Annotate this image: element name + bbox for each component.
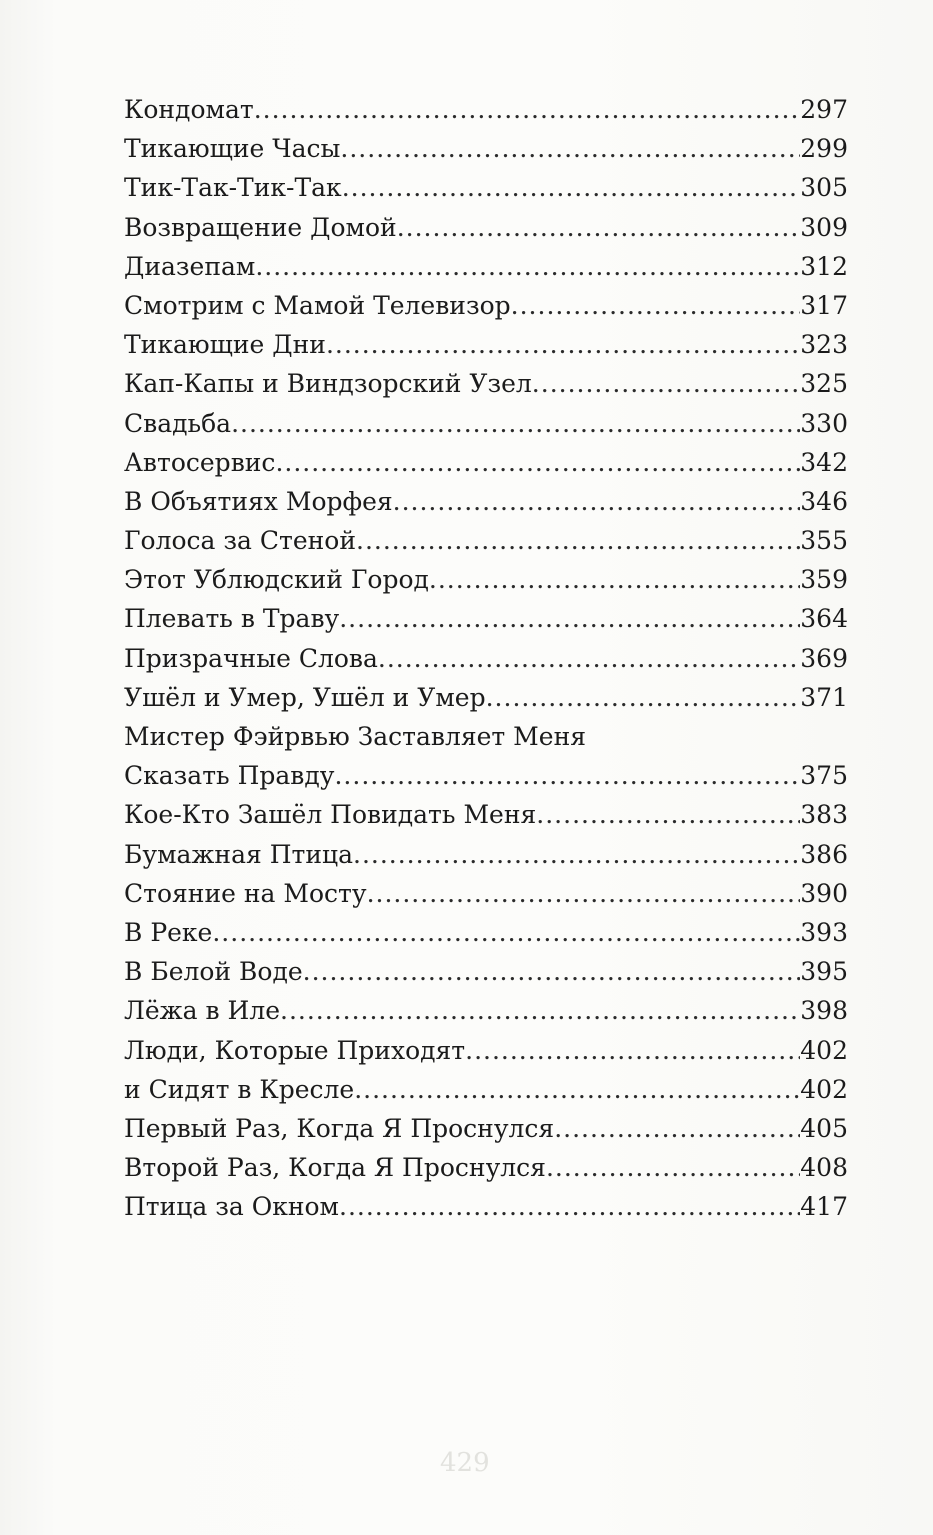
- dot-leader: [393, 482, 801, 521]
- toc-entry-title: Стояние на Мосту: [124, 878, 367, 908]
- toc-entry: [124, 1187, 848, 1226]
- dot-leader: [486, 678, 801, 717]
- toc-entry: [124, 325, 848, 364]
- toc-entry-page: 309: [800, 212, 848, 242]
- dot-leader: [465, 1031, 800, 1070]
- toc-entry-title: Тикающие Часы: [124, 134, 341, 164]
- dot-leader: [353, 835, 800, 874]
- toc-entry-page: 402: [800, 1074, 848, 1104]
- dot-leader: [536, 795, 800, 834]
- dot-leader: [378, 639, 800, 678]
- toc-entry-page: 398: [800, 996, 848, 1026]
- toc-entry-title: Голоса за Стеной: [124, 526, 357, 556]
- toc-entry-title: Призрачные Слова: [124, 643, 378, 673]
- toc-entry-title: Тик-Так-Тик-Так: [124, 173, 342, 203]
- toc-entry-title: Смотрим с Мамой Телевизор: [124, 290, 511, 320]
- toc-entry-title: Кое-Кто Зашёл Повидать Меня: [124, 800, 537, 830]
- toc-entry-page: 323: [800, 330, 848, 360]
- toc-entry: [124, 756, 848, 795]
- toc-entry: [124, 1070, 848, 1109]
- toc-entry-page: 355: [800, 526, 848, 556]
- toc-entry-title: Сказать Правду: [124, 761, 335, 791]
- toc-entry-title: Бумажная Птица: [124, 839, 353, 869]
- dot-leader: [367, 874, 801, 913]
- toc-entry: [124, 521, 848, 560]
- toc-entry: [124, 129, 848, 168]
- toc-entry-page: 390: [800, 878, 848, 908]
- dot-leader: [326, 325, 800, 364]
- dot-leader: [554, 1109, 800, 1148]
- dot-leader: [255, 247, 800, 286]
- dot-leader: [334, 756, 800, 795]
- toc-entry-title: В Реке: [124, 917, 213, 947]
- toc-entry-page: 297: [800, 95, 848, 124]
- toc-entry-title: Второй Раз, Когда Я Проснулся: [124, 1153, 546, 1183]
- dot-leader: [354, 1070, 800, 1109]
- toc-entry-page: 402: [800, 1035, 848, 1065]
- dot-leader: [339, 599, 800, 638]
- toc-entry-title: Первый Раз, Когда Я Проснулся: [124, 1113, 555, 1143]
- toc-entry: [124, 952, 848, 991]
- toc-entry: [124, 991, 848, 1030]
- dot-leader: [397, 208, 801, 247]
- dot-leader: [340, 129, 800, 168]
- toc-entry: [124, 1031, 848, 1070]
- toc-entry-page: 312: [800, 251, 848, 281]
- toc-entry-page: 299: [800, 134, 848, 164]
- toc-entry-title: Кап-Капы и Виндзорский Узел: [124, 369, 532, 399]
- dot-leader: [511, 286, 801, 325]
- toc-entry-page: 375: [800, 761, 848, 791]
- toc-entry: [124, 364, 848, 403]
- toc-entry: [124, 913, 848, 952]
- dot-leader: [532, 364, 800, 403]
- toc-entry-title: Ушёл и Умер, Ушёл и Умер: [124, 682, 486, 712]
- toc-entry-page: 395: [800, 957, 848, 987]
- toc-entry-title: Автосервис: [124, 447, 276, 477]
- toc-entry: [124, 482, 848, 521]
- dot-leader: [356, 521, 800, 560]
- dot-leader: [339, 1187, 800, 1226]
- toc-entry-title: Мистер Фэйрвью Заставляет Меня: [124, 722, 586, 751]
- dot-leader: [429, 560, 800, 599]
- dot-leader: [254, 90, 801, 129]
- toc-entry: [124, 717, 848, 756]
- toc-entry-title: Люди, Которые Приходят: [124, 1035, 466, 1065]
- toc-entry-page: 369: [800, 643, 848, 673]
- dot-leader: [303, 952, 801, 991]
- toc-entry: [124, 168, 848, 207]
- toc-entry: [124, 247, 848, 286]
- toc-entry-title: Лёжа в Иле: [124, 996, 281, 1026]
- toc-entry: [124, 90, 848, 129]
- toc-entry: [124, 639, 848, 678]
- dot-leader: [280, 991, 800, 1030]
- toc-entry-title: и Сидят в Кресле: [124, 1074, 355, 1104]
- table-of-contents: [124, 90, 848, 1226]
- toc-entry: [124, 560, 848, 599]
- toc-entry: [124, 874, 848, 913]
- toc-entry: [124, 835, 848, 874]
- toc-entry-title: В Объятиях Морфея: [124, 486, 393, 516]
- toc-entry-title: Кондомат: [124, 95, 254, 124]
- toc-entry-page: 393: [800, 917, 848, 947]
- toc-entry: [124, 208, 848, 247]
- dot-leader: [231, 404, 800, 443]
- toc-entry-page: 325: [800, 369, 848, 399]
- toc-entry: [124, 404, 848, 443]
- toc-entry: [124, 443, 848, 482]
- toc-entry-page: 408: [800, 1153, 848, 1183]
- toc-entry-page: 330: [800, 408, 848, 438]
- toc-entry: [124, 1148, 848, 1187]
- toc-entry: [124, 599, 848, 638]
- toc-entry-page: 305: [800, 173, 848, 203]
- dot-leader: [546, 1148, 800, 1187]
- dot-leader: [342, 168, 801, 207]
- toc-entry-title: Тикающие Дни: [124, 330, 326, 360]
- dot-leader: [275, 443, 800, 482]
- toc-entry-page: 405: [800, 1113, 848, 1143]
- toc-entry-page: 417: [800, 1192, 848, 1222]
- page-number: 429: [440, 1448, 490, 1478]
- toc-entry-page: 346: [800, 486, 848, 516]
- toc-entry-title: Плевать в Траву: [124, 604, 340, 634]
- toc-entry-page: 342: [800, 447, 848, 477]
- toc-entry-page: 383: [800, 800, 848, 830]
- toc-entry-title: Свадьба: [124, 408, 232, 438]
- toc-entry-title: Птица за Окном: [124, 1192, 339, 1222]
- toc-entry: [124, 678, 848, 717]
- toc-entry-page: 359: [800, 565, 848, 595]
- toc-entry: [124, 795, 848, 834]
- toc-entry-title: В Белой Воде: [124, 957, 303, 987]
- dot-leader: [212, 913, 800, 952]
- toc-entry-title: Диазепам: [124, 251, 256, 281]
- toc-entry-page: 317: [800, 290, 848, 320]
- toc-entry-page: 364: [800, 604, 848, 634]
- toc-entry-title: Этот Ублюдский Город: [124, 565, 429, 595]
- toc-entry-page: 386: [800, 839, 848, 869]
- toc-entry-page: 371: [800, 682, 848, 712]
- toc-entry: [124, 1109, 848, 1148]
- toc-entry: [124, 286, 848, 325]
- toc-entry-title: Возвращение Домой: [124, 212, 397, 242]
